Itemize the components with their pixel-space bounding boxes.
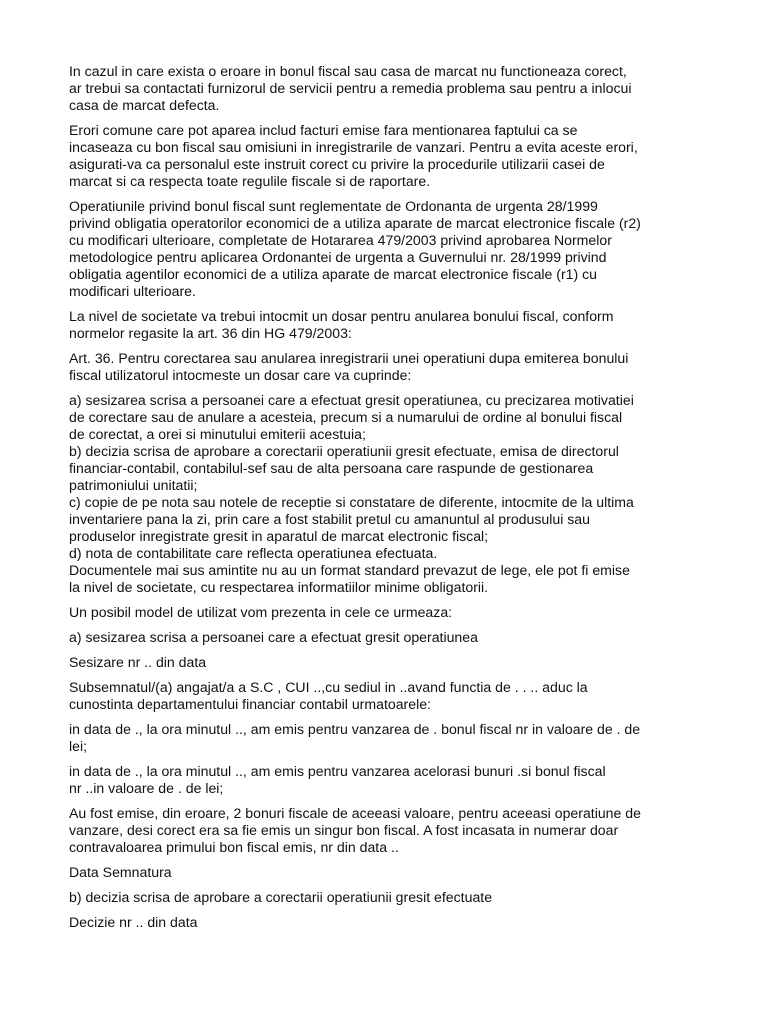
paragraph-model-intro: Un posibil model de utilizat vom prezenta in cele ce urmeaza: — [69, 604, 453, 620]
paragraph-company-dossier: La nivel de societate va trebui intocmit un dosar pentru anularea bonului fiscal, conform normelor regasite la art. 36 din HG 479/2003: — [69, 308, 614, 341]
paragraph-dossier-contents: a) sesizarea scrisa a persoanei care a efectuat gresit operatiunea, cu precizarea motivatiei de corectare sau de anulare a acesteia, precum si a numarului de ordine al bonului fiscal de corectat, a orei si minutului emiterii acestuia; b) decizia scrisa de aprobare a corectarii operatiunii gresit efectuate, emisa de directorul financiar-contabil, contabilul-sef sau de alta persoana care raspunde de gestionarea patrimoniului unitatii; c) copie de pe nota sau notele de receptie si constatare de diferente, intocmite de la ultima inventariere pana la zi, prin care a fost stabilit pretul cu amanuntul al produsului sau produselor inregistrate gresit in aparatul de marcat electronic fiscal; d) nota de contabilitate care reflecta operatiunea efectuata. Documentele mai sus amintite nu au un format standard prevazut de lege, ele pot fi emise la nivel de societate, cu respectarea informatiilor minime obligatorii. — [69, 392, 634, 595]
paragraph-second-receipt: in data de ., la ora minutul .., am emis pentru vanzarea acelorasi bunuri .si bonul fiscal nr ..in valoare de . de lei; — [69, 763, 606, 796]
paragraph-section-a-heading: a) sesizarea scrisa a persoanei care a efectuat gresit operatiunea — [69, 629, 478, 645]
paragraph-cash-register-error: In cazul in care exista o eroare in bonul fiscal sau casa de marcat nu functioneaza corect, ar trebui sa contactati furnizorul de servicii pentru a remedia problema sau pentru a inlocui casa de marcat defecta. — [69, 63, 632, 113]
paragraph-error-explanation: Au fost emise, din eroare, 2 bonuri fiscale de aceeasi valoare, pentru aceeasi operatiune de vanzare, desi corect era sa fie emis un singur bon fiscal. A fost incasata in numerar doar contravaloarea primului bon fiscal emis, nr din data .. — [69, 805, 641, 855]
paragraph-common-errors: Erori comune care pot aparea includ facturi emise fara mentionarea faptului ca se incaseaza cu bon fiscal sau omisiuni in inregistrarile de vanzari. Pentru a evita aceste erori, asigurati-va ca personalul este instruit corect cu privire la procedurile utilizarii casei de marcat si ca respecta toate regulile fiscale si de raportare. — [69, 122, 638, 189]
paragraph-article-36: Art. 36. Pentru corectarea sau anularea inregistrarii unei operatiuni dupa emiterea bonului fiscal utilizatorul intocmeste un dosar care va cuprinde: — [69, 350, 629, 383]
paragraph-decision-number: Decizie nr .. din data — [69, 914, 198, 930]
paragraph-legal-regulation: Operatiunile privind bonul fiscal sunt reglementate de Ordonanta de urgenta 28/1999 privind obligatia operatorilor economici de a utiliza aparate de marcat electronice fiscale (r2) cu modificari ulterioare, completate de Hotararea 479/2003 privind aprobarea Normelor metodologice pentru aplicarea Ordonantei de urgenta a Guvernului nr. 28/1999 privind obligatia agentilor economici de a utiliza aparate de marcat electronice fiscale (r1) cu modificari ulterioare. — [69, 198, 641, 299]
paragraph-first-receipt: in data de ., la ora minutul .., am emis pentru vanzarea de . bonul fiscal nr in valoare de . de lei; — [69, 721, 641, 754]
paragraph-sesizare-number: Sesizare nr .. din data — [69, 654, 207, 670]
paragraph-section-b-heading: b) decizia scrisa de aprobare a corectarii operatiunii gresit efectuate — [69, 889, 493, 905]
paragraph-date-signature: Data Semnatura — [69, 864, 172, 880]
paragraph-undersigned: Subsemnatul/(a) angajat/a a S.C , CUI ..,cu sediul in ..avand functia de . . .. aduc la cunostinta departamentului financiar contabil urmatoarele: — [69, 679, 588, 712]
